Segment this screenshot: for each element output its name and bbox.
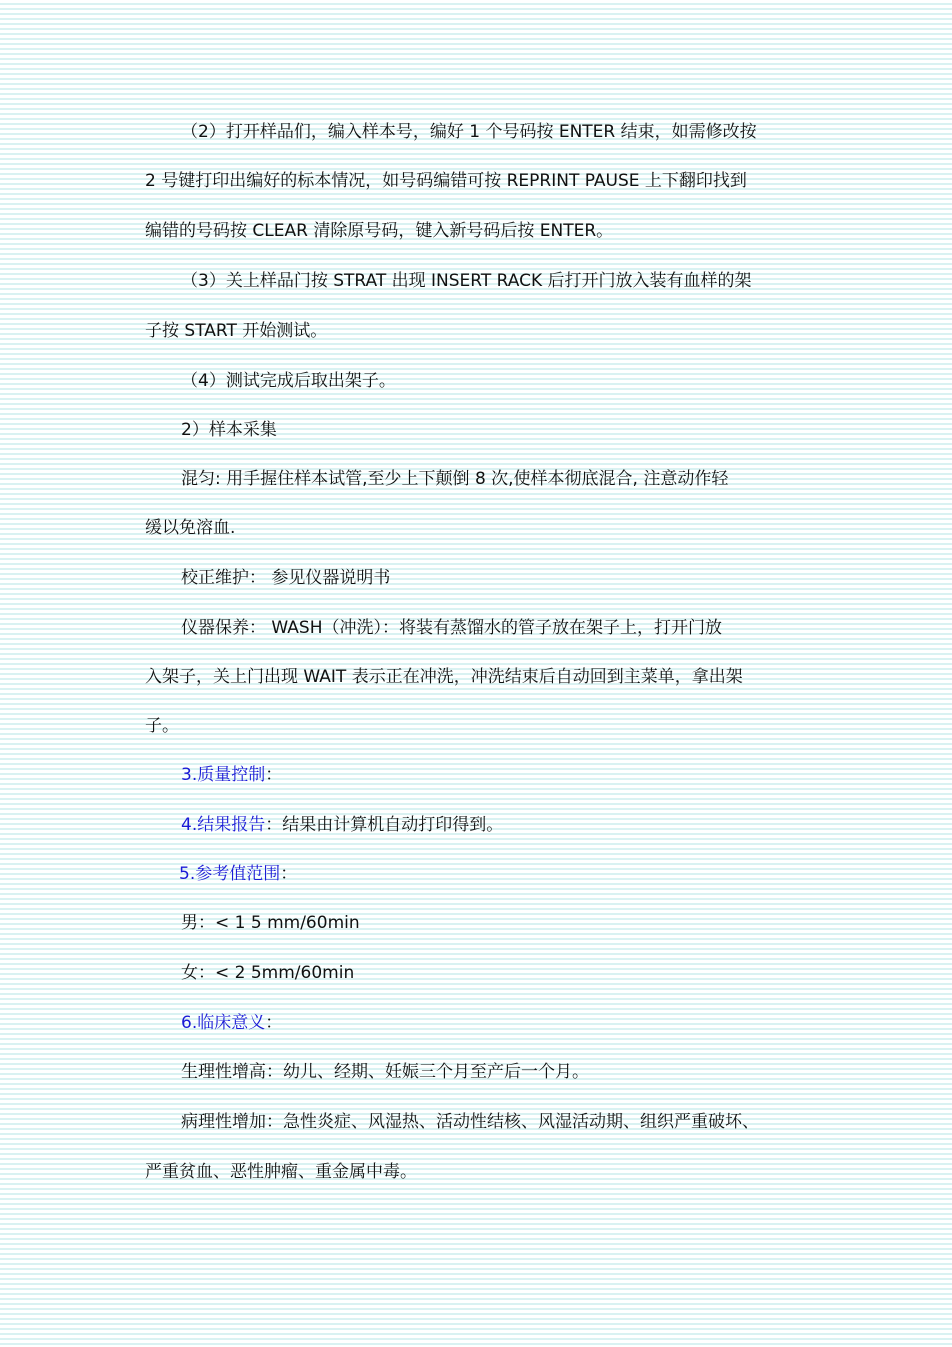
section-reference-range-text: ：	[280, 864, 298, 884]
paragraph-pathological-line-2: 严重贫血、恶性肿瘤、重金属中毒。	[145, 1162, 417, 1182]
paragraph-step-2-line-3: 编错的号码按 CLEAR 清除原号码，键入新号码后按 ENTER。	[145, 221, 614, 241]
section-result-report-text: ：结果由计算机自动打印得到。	[265, 815, 504, 835]
section-result-report	[181, 813, 503, 837]
reference-male: 男：< 1 5 mm/60min	[181, 913, 360, 933]
paragraph-step-3-line-1: （3）关上样品门按 STRAT 出现 INSERT RACK 后打开门放入装有血样的架	[181, 271, 752, 291]
paragraph-maintenance-line-1: 仪器保养： WASH（冲洗）：将装有蒸馏水的管子放在架子上，打开门放	[181, 618, 722, 638]
section-reference-range-heading: 5.参考值范围	[179, 864, 281, 884]
paragraph-step-2-line-1: （2）打开样品们，编入样本号，编好 1 个号码按 ENTER 结束，如需修改按	[181, 122, 757, 142]
subheading-sample-collection: 2）样本采集	[181, 420, 277, 440]
paragraph-maintenance-line-2: 入架子，关上门出现 WAIT 表示正在冲洗，冲洗结束后自动回到主菜单，拿出架	[145, 667, 743, 687]
section-quality-control	[181, 763, 282, 787]
section-clinical-significance-heading: 6.临床意义	[181, 1013, 266, 1033]
section-result-report-heading: 4.结果报告	[181, 815, 266, 835]
paragraph-maintenance-line-3: 子。	[145, 716, 179, 736]
paragraph-mixing-line-1: 混匀: 用手握住样本试管,至少上下颠倒 8 次,使样本彻底混合, 注意动作轻	[181, 469, 729, 489]
paragraph-step-3-line-2: 子按 START 开始测试。	[145, 321, 328, 341]
reference-female: 女：< 2 5mm/60min	[181, 963, 355, 983]
section-reference-range	[179, 862, 297, 886]
paragraph-physiological: 生理性增高：幼儿、经期、妊娠三个月至产后一个月。	[181, 1062, 589, 1082]
section-clinical-significance	[181, 1011, 282, 1035]
section-quality-control-heading: 3.质量控制	[181, 765, 266, 785]
section-quality-control-text: ：	[265, 765, 283, 785]
paragraph-pathological-line-1: 病理性增加：急性炎症、风湿热、活动性结核、风湿活动期、组织严重破坏、	[181, 1112, 759, 1132]
paragraph-mixing-line-2: 缓以免溶血.	[145, 518, 236, 538]
paragraph-step-2-line-2: 2 号键打印出编好的标本情况，如号码编错可按 REPRINT PAUSE 上下翻印找到	[145, 171, 747, 191]
section-clinical-significance-text: ：	[265, 1013, 283, 1033]
paragraph-calibration: 校正维护： 参见仪器说明书	[181, 568, 391, 588]
paragraph-step-4: （4）测试完成后取出架子。	[181, 371, 396, 391]
